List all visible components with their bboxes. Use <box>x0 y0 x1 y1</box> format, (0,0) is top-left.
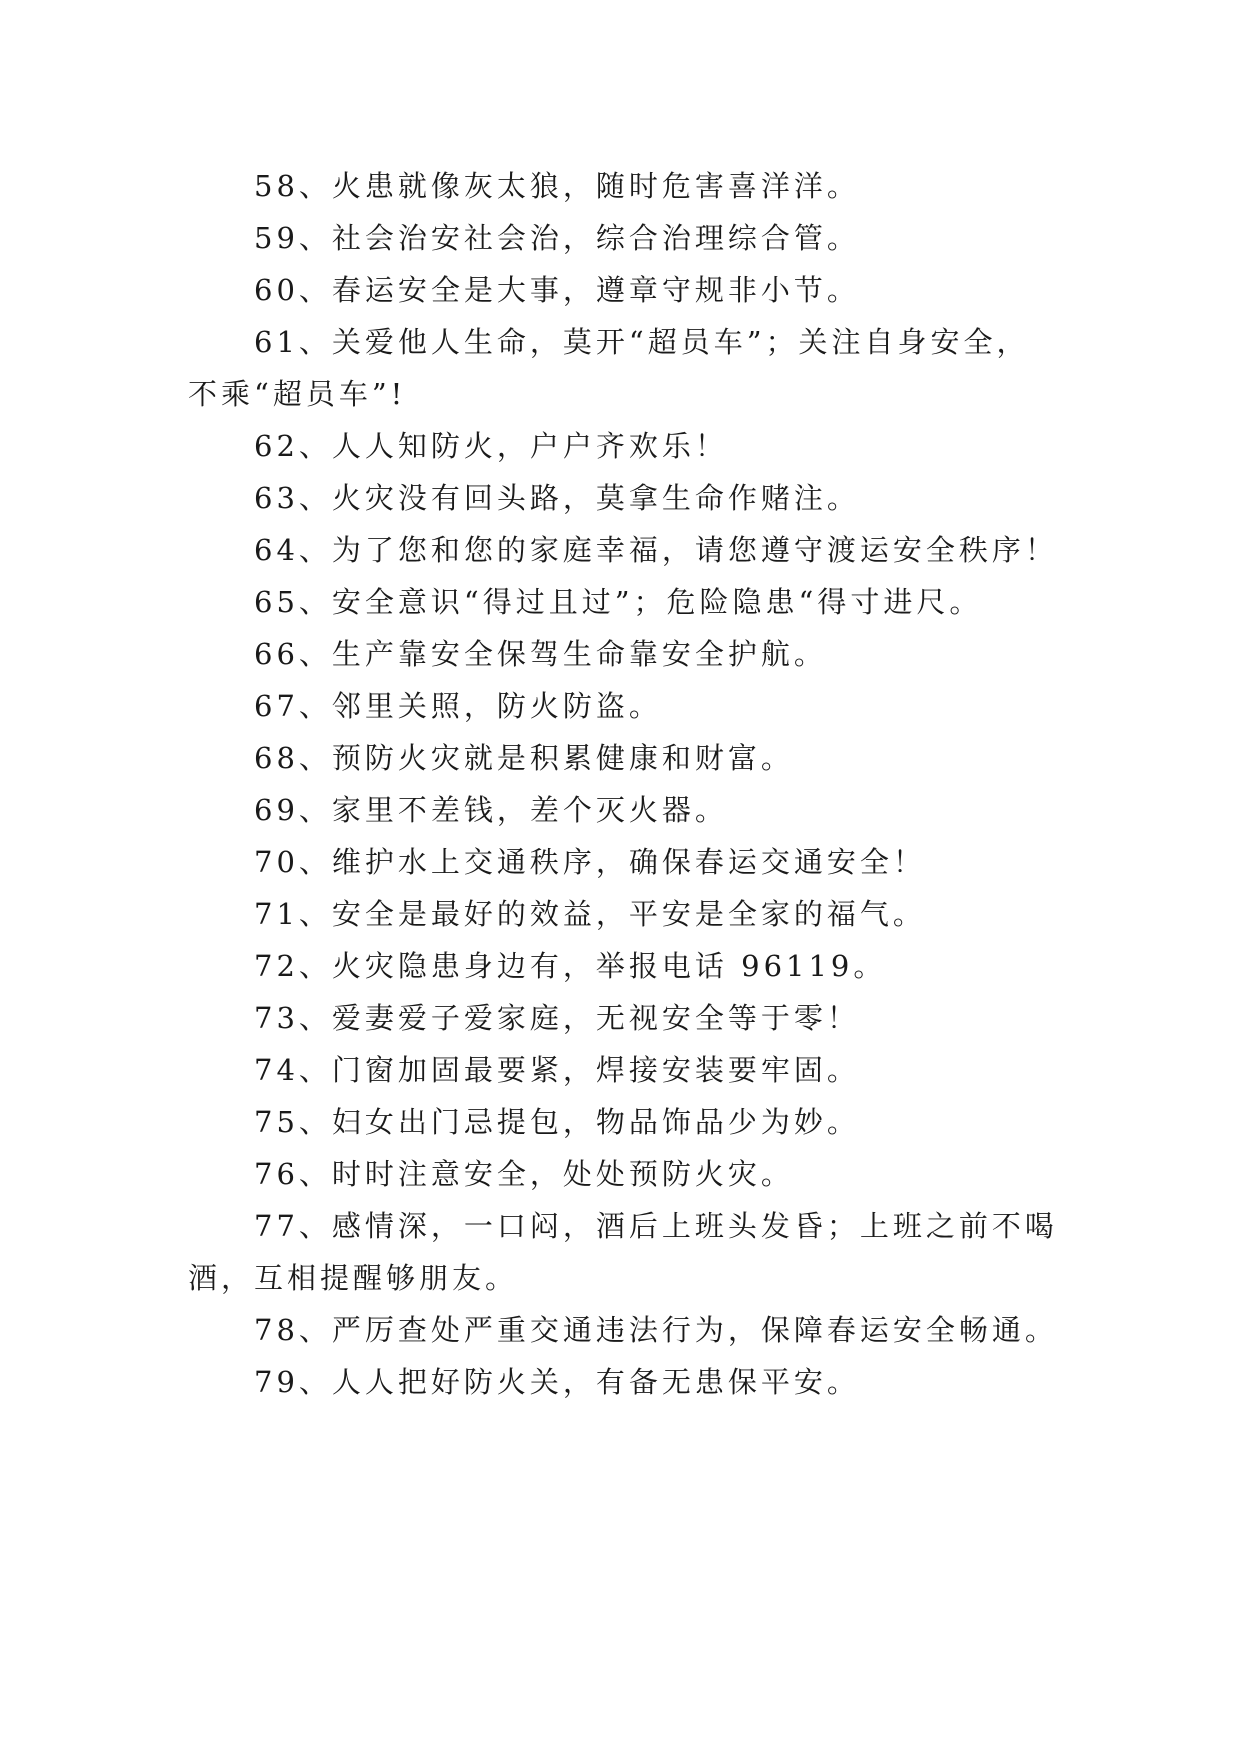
list-item-continuation: 不乘“超员车”! <box>188 377 407 411</box>
list-item: 73、爱妻爱子爱家庭，无视安全等于零！ <box>254 1001 860 1035</box>
list-item: 69、家里不差钱，差个灭火器。 <box>254 793 728 827</box>
list-item: 65、安全意识“得过且过”；危险隐患“得寸进尺。 <box>254 585 983 619</box>
list-item: 68、预防火灾就是积累健康和财富。 <box>254 741 794 775</box>
list-item: 58、火患就像灰太狼，随时危害喜洋洋。 <box>254 169 860 203</box>
list-item: 63、火灾没有回头路，莫拿生命作赌注。 <box>254 481 860 515</box>
list-item: 61、关爱他人生命，莫开“超员车”；关注自身安全， <box>254 325 1030 359</box>
list-item: 71、安全是最好的效益，平安是全家的福气。 <box>254 897 926 931</box>
list-item: 79、人人把好防火关，有备无患保平安。 <box>254 1365 860 1399</box>
list-item: 70、维护水上交通秩序，确保春运交通安全！ <box>254 845 926 879</box>
list-item: 66、生产靠安全保驾生命靠安全护航。 <box>254 637 827 671</box>
list-item: 60、春运安全是大事，遵章守规非小节。 <box>254 273 860 307</box>
list-item: 74、门窗加固最要紧，焊接安装要牢固。 <box>254 1053 860 1087</box>
list-item: 64、为了您和您的家庭幸福，请您遵守渡运安全秩序！ <box>254 533 1058 567</box>
list-item-continuation: 酒，互相提醒够朋友。 <box>188 1261 519 1295</box>
list-item: 75、妇女出门忌提包，物品饰品少为妙。 <box>254 1105 860 1139</box>
list-item: 59、社会治安社会治，综合治理综合管。 <box>254 221 860 255</box>
list-item: 72、火灾隐患身边有，举报电话 96119。 <box>254 949 887 983</box>
list-item: 62、人人知防火，户户齐欢乐！ <box>254 429 728 463</box>
list-item: 77、感情深，一口闷，酒后上班头发昏；上班之前不喝 <box>254 1209 1058 1243</box>
list-item: 78、严厉查处严重交通违法行为，保障春运安全畅通。 <box>254 1313 1058 1347</box>
list-item: 67、邻里关照，防火防盗。 <box>254 689 662 723</box>
list-item: 76、时时注意安全，处处预防火灾。 <box>254 1157 794 1191</box>
